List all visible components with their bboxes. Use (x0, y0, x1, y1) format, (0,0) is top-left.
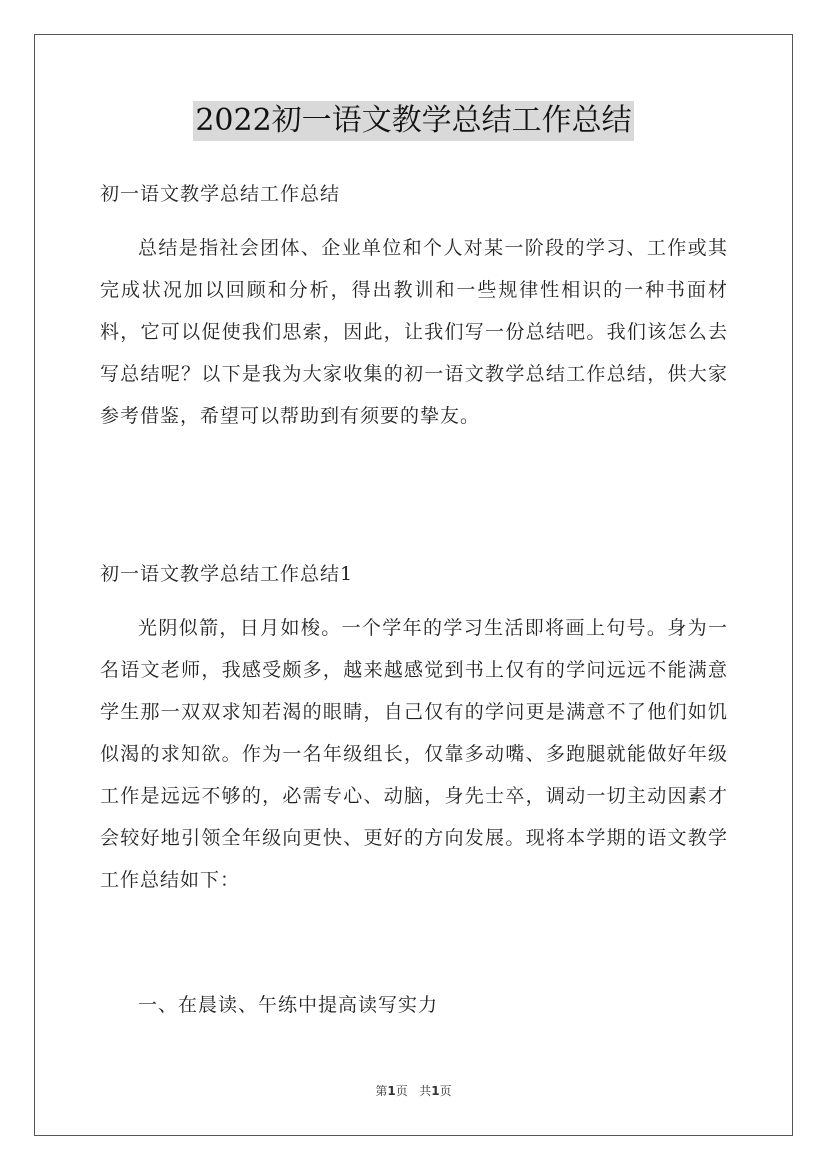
section-1-paragraph: 光阴似箭，日月如梭。一个学年的学习生活即将画上句号。身为一名语文老师，我感受颇多，越来越感觉到书上仅有的学问远远不能满意学生那一双双求知若渴的眼睛，自己仅有的学问更是满意不了他们如饥似渴的求知欲。作为一名年级组长，仅靠多动嘴、多跑腿就能做好年级工作是远远不够的，必需专心、动脑，身先士卒，调动一切主动因素才会较好地引领全年级向更快、更好的方向发展。现将本学期的语文教学工作总结如下： (100, 617, 728, 891)
document-subtitle: 初一语文教学总结工作总结 (100, 183, 341, 205)
section-1-heading: 初一语文教学总结工作总结1 (100, 563, 354, 585)
page-footer (0, 1082, 827, 1099)
intro-paragraph: 总结是指社会团体、企业单位和个人对某一阶段的学习、工作或其完成状况加以回顾和分析，得出教训和一些规律性相识的一种书面材料，它可以促使我们思索，因此，让我们写一份总结吧。我们该怎么去写总结呢？以下是我为大家收集的初一语文教学总结工作总结，供大家参考借鉴，希望可以帮助到有须要的挚友。 (100, 237, 728, 427)
footer-total-prefix: 共 (419, 1084, 432, 1098)
item-1-heading: 一、在晨读、午练中提高读写实力 (138, 994, 439, 1016)
footer-page-prefix: 第 (375, 1084, 388, 1098)
footer-total-suffix: 页 (439, 1084, 452, 1098)
document-title: 2022初一语文教学总结工作总结 (193, 101, 633, 141)
footer-page-suffix: 页 (395, 1084, 408, 1098)
footer-page-number: 1 (387, 1084, 396, 1098)
footer-total-number: 1 (431, 1084, 440, 1098)
title-wrap (0, 101, 827, 141)
